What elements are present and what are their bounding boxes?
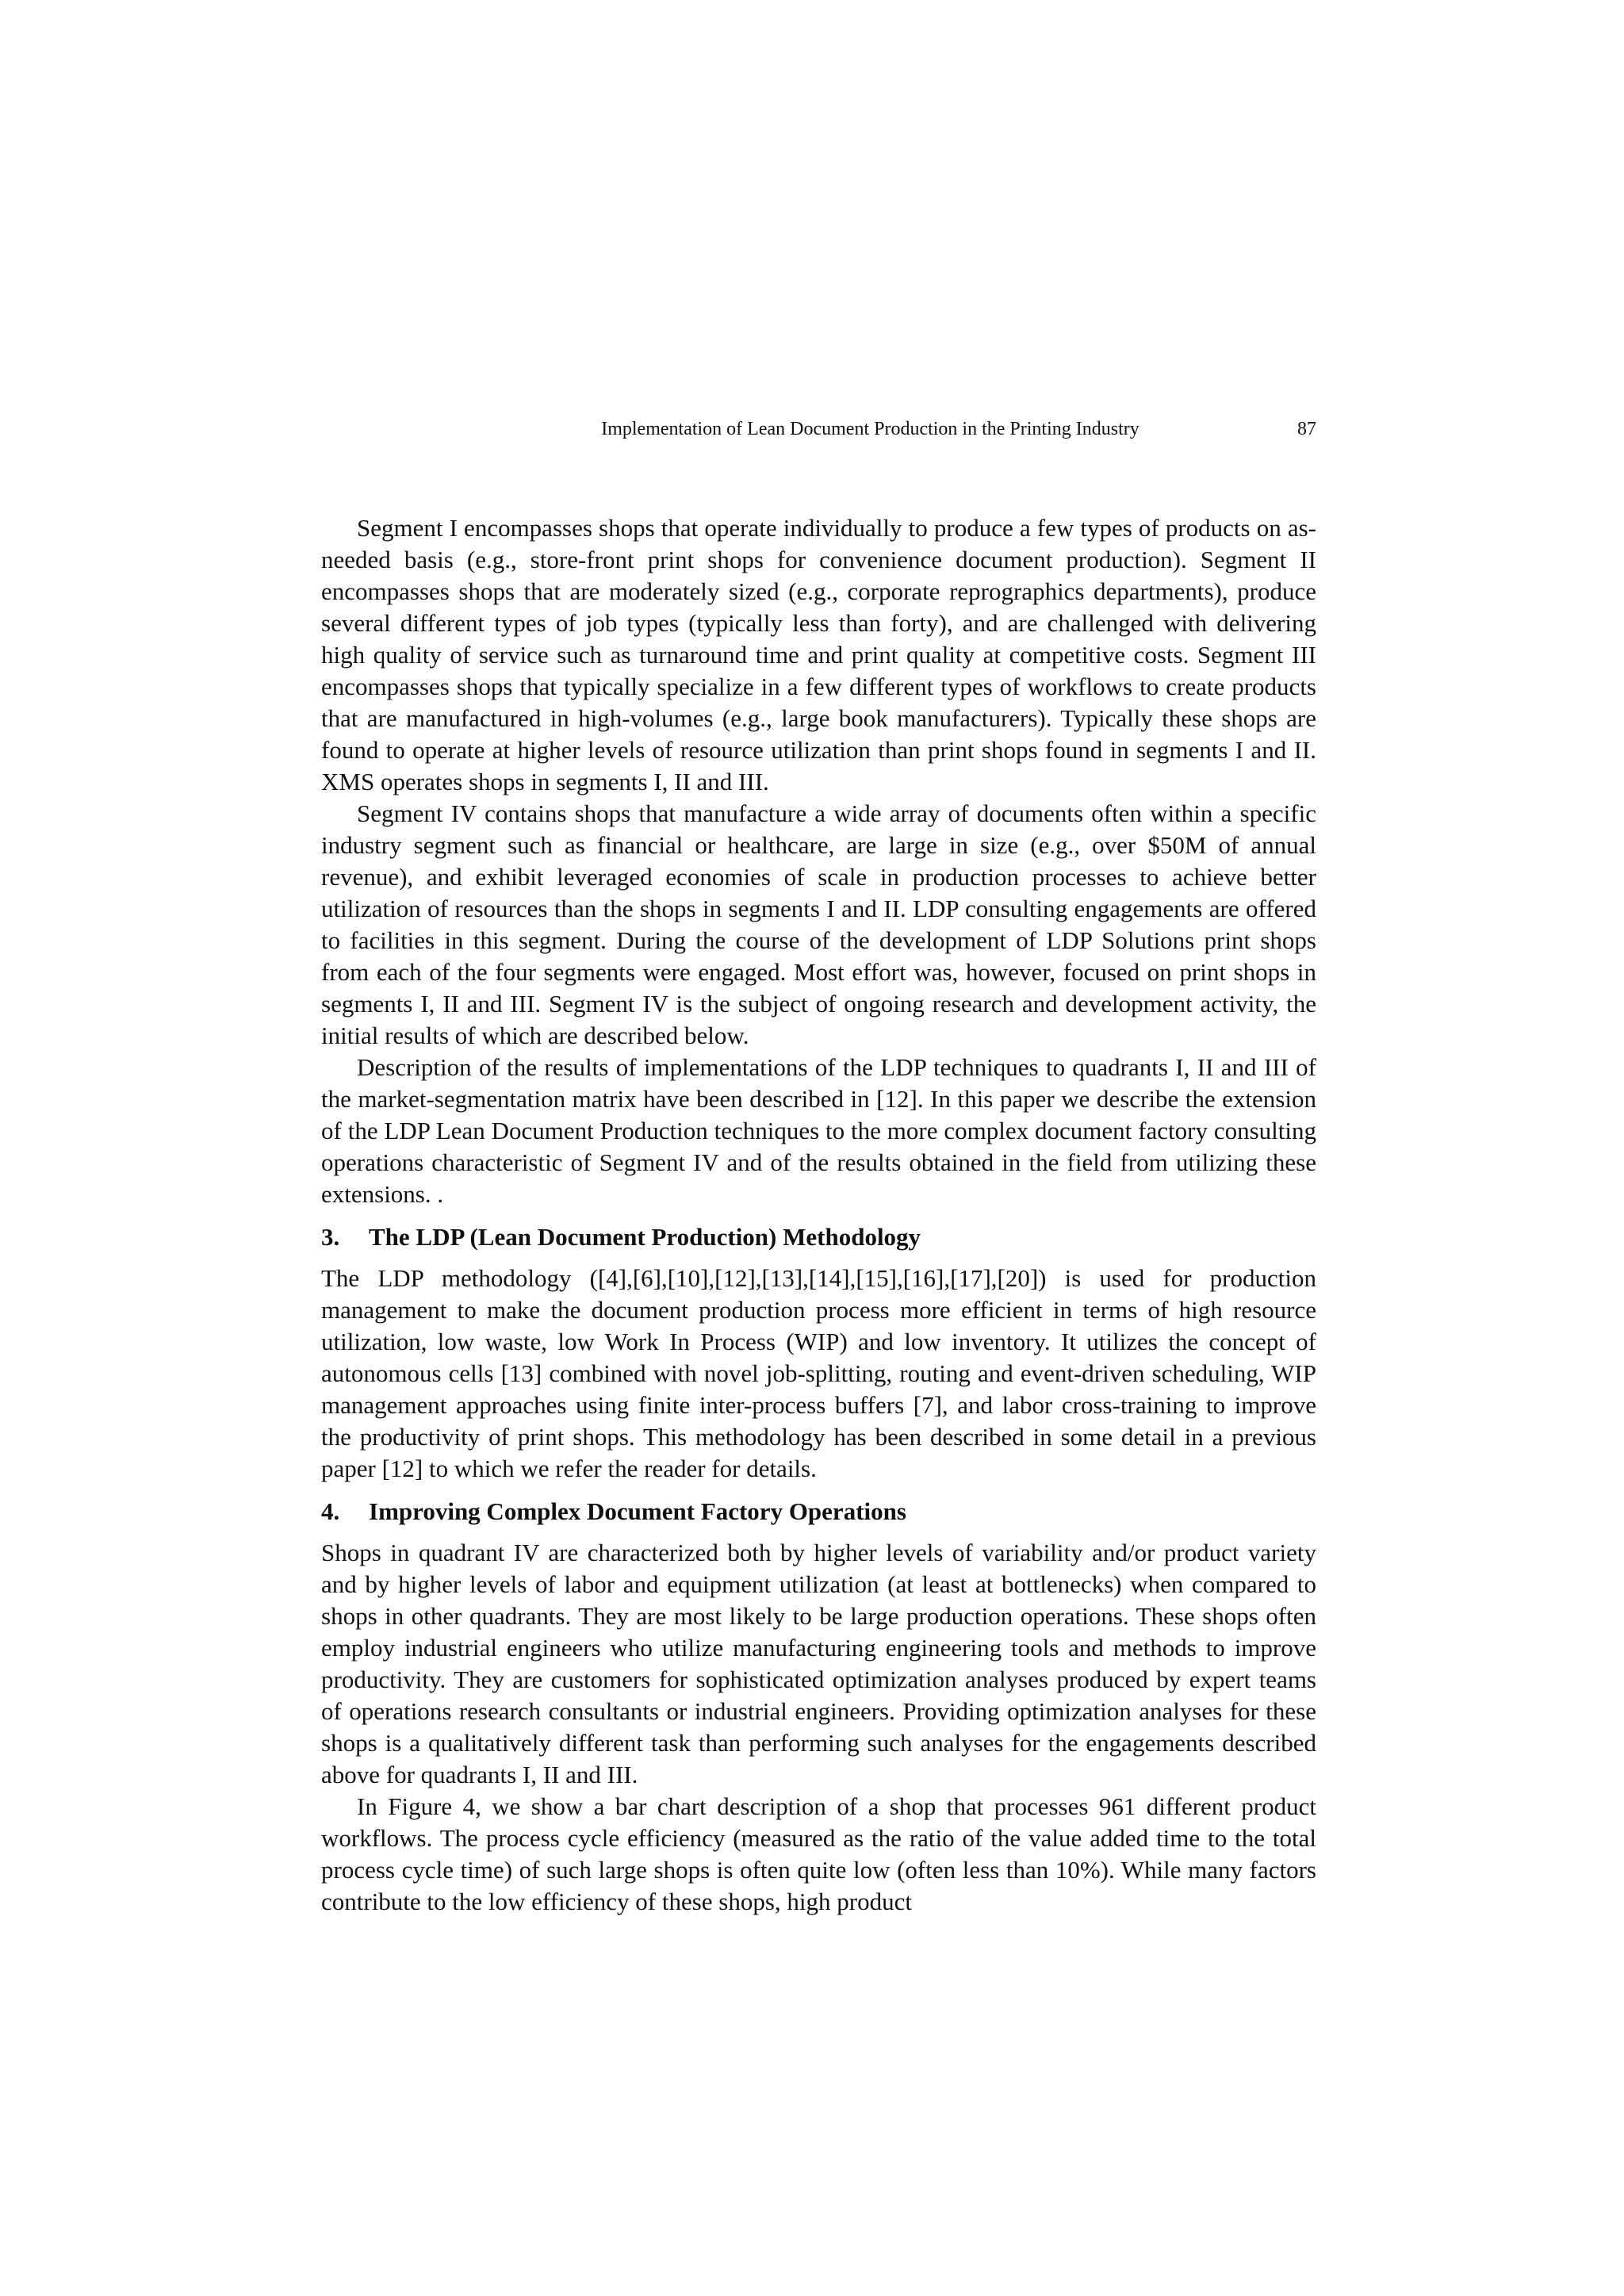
- paragraph-ldp-extension: Description of the results of implementations of the LDP techniques to quadrants I, II and III of the market-segmentation matrix have been described in [12]. In this paper we describe the extension of the LDP Lean Document Production techniques to the more complex document factory consulting operations characteristic of Segment IV and of the results obtained in the field from utilizing these extensions. .: [321, 1053, 1316, 1208]
- body-text: [321, 512, 1316, 1918]
- page-number: 87: [1297, 419, 1316, 439]
- section-number: 4.: [321, 1497, 340, 1525]
- paragraph-segment-iv: Segment IV contains shops that manufacture a wide array of documents often within a specific industry segment such as financial or healthcare, are large in size (e.g., over $50M of annual revenue), and exhibit leveraged economies of scale in production processes to achieve better utilization of resources than the shops in segments I and II. LDP consulting engagements are offered to facilities in this segment. During the course of the development of LDP Solutions print shops from each of the four segments were engaged. Most effort was, however, focused on print shops in segments I, II and III. Segment IV is the subject of ongoing research and development activity, the initial results of which are described below.: [321, 799, 1316, 1049]
- section-number: 3.: [321, 1223, 340, 1251]
- section-title: The LDP (Lean Document Production) Methodology: [369, 1223, 921, 1251]
- section-heading-3: [321, 1221, 1316, 1253]
- paragraph-figure-4: In Figure 4, we show a bar chart description of a shop that processes 961 different product workflows. The process cycle efficiency (measured as the ratio of the value added time to the total process cycle time) of such large shops is often quite low (often less than 10%). While many factors contribute to the low efficiency of these shops, high product: [321, 1792, 1316, 1915]
- paragraph-quadrant-iv: Shops in quadrant IV are characterized both by higher levels of variability and/or product variety and by higher levels of labor and equipment utilization (at least at bottlenecks) when compared to shops in other quadrants. They are most likely to be large production operations. These shops often employ industrial engineers who utilize manufacturing engineering tools and methods to improve productivity. They are customers for sophisticated optimization analyses produced by expert teams of operations research consultants or industrial engineers. Providing optimization analyses for these shops is a qualitatively different task than performing such analyses for the engagements described above for quadrants I, II and III.: [321, 1539, 1316, 1788]
- paragraph-segments-i-ii-iii: Segment I encompasses shops that operate individually to produce a few types of products on as-needed basis (e.g., store-front print shops for convenience document production). Segment II encompasses shops that are moderately sized (e.g., corporate reprographics departments), produce several different types of job types (typically less than forty), and are challenged with delivering high quality of service such as turnaround time and print quality at competitive costs. Segment III encompasses shops that typically specialize in a few different types of workflows to create products that are manufactured in high-volumes (e.g., large book manufacturers). Typically these shops are found to operate at higher levels of resource utilization than print shops found in segments I and II. XMS operates shops in segments I, II and III.: [321, 514, 1316, 795]
- running-header: [321, 416, 1316, 443]
- running-title: Implementation of Lean Document Production in the Printing Industry: [601, 419, 1139, 439]
- section-heading-4: [321, 1496, 1316, 1527]
- paragraph-ldp-methodology: The LDP methodology ([4],[6],[10],[12],[13],[14],[15],[16],[17],[20]) is used for production management to make the document production process more efficient in terms of high resource utilization, low waste, low Work In Process (WIP) and low inventory. It utilizes the concept of autonomous cells [13] combined with novel job-splitting, routing and event-driven scheduling, WIP management approaches using finite inter-process buffers [7], and labor cross-training to improve the productivity of print shops. This methodology has been described in some detail in a previous paper [12] to which we refer the reader for details.: [321, 1264, 1316, 1482]
- section-title: Improving Complex Document Factory Operations: [369, 1497, 906, 1525]
